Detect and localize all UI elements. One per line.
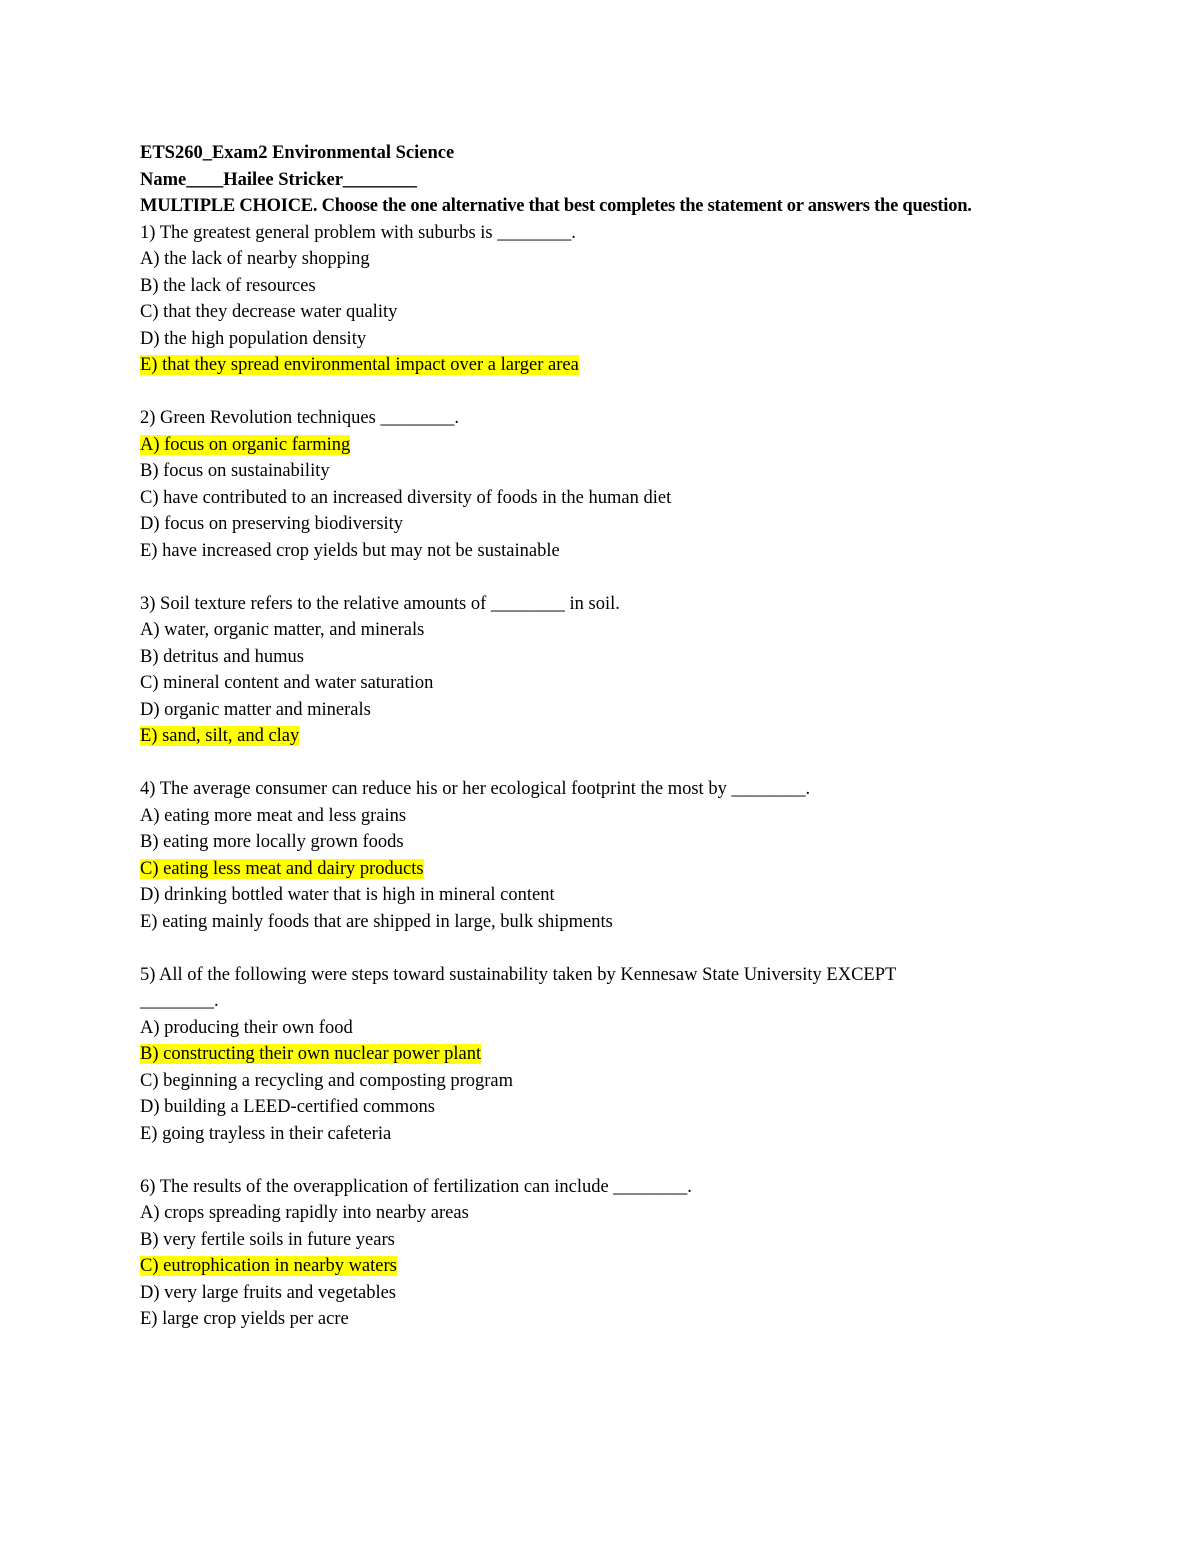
spacer [140,1147,1100,1174]
answer-option-text: C) beginning a recycling and composting program [140,1070,513,1091]
exam-title: ETS260_Exam2 Environmental Science [140,143,455,163]
answer-option [140,1015,1100,1042]
question-2 [140,405,1100,564]
question-stem: 2) Green Revolution techniques ________. [140,408,460,428]
answer-option-text: C) have contributed to an increased diversity of foods in the human diet [140,487,672,508]
answer-option-text: A) the lack of nearby shopping [140,249,370,269]
answer-option [140,1121,1100,1148]
answer-option [140,1227,1100,1254]
question-5 [140,962,1100,1148]
student-name-line: Name____Hailee Stricker________ [140,169,417,190]
highlighted-answer-text: B) constructing their own nuclear power plant [140,1044,482,1064]
answer-option [140,1200,1100,1227]
answer-option-text: B) eating more locally grown foods [140,832,404,852]
question-stem: 6) The results of the overapplication of fertilization can include ________. [140,1176,692,1197]
answer-option-text: C) mineral content and water saturation [140,673,434,693]
answer-option [140,326,1100,353]
answer-option [140,909,1100,936]
question-1 [140,220,1100,379]
answer-option [140,856,1100,883]
answer-option-text: B) focus on sustainability [140,461,330,481]
spacer [140,750,1100,777]
answer-option [140,1094,1100,1121]
answer-option-text: B) detritus and humus [140,646,304,667]
answer-option [140,1041,1100,1068]
answer-option-text: A) producing their own food [140,1017,353,1038]
answer-option [140,697,1100,724]
answer-option-text: B) very fertile soils in future years [140,1229,395,1250]
answer-option-text: D) the high population density [140,328,367,349]
question-stem: 4) The average consumer can reduce his or her ecological footprint the most by ________. [140,779,811,799]
answer-option [140,432,1100,459]
answer-option-text: D) organic matter and minerals [140,699,371,720]
answer-option-text: E) have increased crop yields but may not be sustainable [140,540,560,561]
spacer [140,564,1100,591]
answer-option-text: A) eating more meat and less grains [140,805,407,826]
instructions: MULTIPLE CHOICE. Choose the one alternative that best completes the statement or answers the question. [140,196,972,216]
question-stem: 3) Soil texture refers to the relative amounts of ________ in soil. [140,593,620,614]
highlighted-answer-text: E) that they spread environmental impact over a larger area [140,355,579,375]
answer-option-text: E) eating mainly foods that are shipped in large, bulk shipments [140,911,613,932]
answer-option-text: E) going trayless in their cafeteria [140,1123,392,1144]
answer-option-text: D) very large fruits and vegetables [140,1282,396,1303]
answer-option-text: D) drinking bottled water that is high in mineral content [140,885,555,905]
answer-option-text: D) focus on preserving biodiversity [140,514,404,534]
question-stem: 1) The greatest general problem with suburbs is ________. [140,222,576,243]
answer-option [140,299,1100,326]
question-3 [140,591,1100,750]
exam-page [140,140,1100,1333]
answer-option [140,511,1100,538]
answer-option [140,485,1100,512]
spacer [140,935,1100,962]
answer-option [140,538,1100,565]
highlighted-answer-text: A) focus on organic farming [140,434,351,455]
answer-option [140,803,1100,830]
highlighted-answer-text: C) eating less meat and dairy products [140,858,424,879]
answer-option [140,1280,1100,1307]
answer-option [140,246,1100,273]
answer-option-text: A) crops spreading rapidly into nearby areas [140,1203,469,1223]
highlighted-answer-text: E) sand, silt, and clay [140,726,300,746]
answer-option [140,723,1100,750]
question-4 [140,776,1100,935]
answer-option-text: B) the lack of resources [140,275,316,296]
highlighted-answer-text: C) eutrophication in nearby waters [140,1256,397,1276]
answer-option [140,617,1100,644]
answer-option-text: C) that they decrease water quality [140,302,398,322]
question-6 [140,1174,1100,1333]
question-list [140,220,1100,1333]
answer-option [140,458,1100,485]
answer-option [140,882,1100,909]
answer-option [140,1306,1100,1333]
answer-option [140,273,1100,300]
answer-option [140,1253,1100,1280]
answer-option [140,352,1100,379]
question-stem-continuation: ________. [140,991,219,1011]
answer-option-text: D) building a LEED-certified commons [140,1097,435,1117]
answer-option [140,670,1100,697]
answer-option [140,644,1100,671]
answer-option-text: E) large crop yields per acre [140,1309,349,1329]
question-stem: 5) All of the following were steps toward sustainability taken by Kennesaw State University EXCEPT [140,964,897,985]
answer-option-text: A) water, organic matter, and minerals [140,620,425,640]
spacer [140,379,1100,406]
answer-option [140,829,1100,856]
answer-option [140,1068,1100,1095]
